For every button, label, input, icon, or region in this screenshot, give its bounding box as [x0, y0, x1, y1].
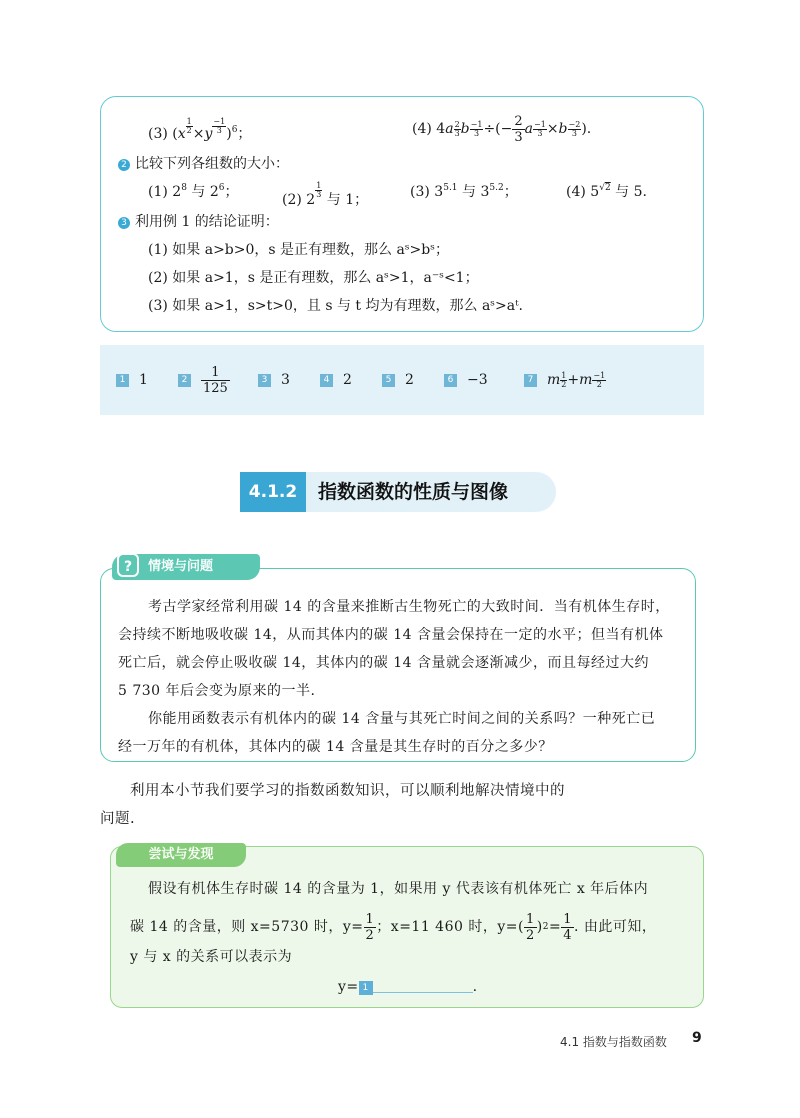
answer-badge: 7	[524, 374, 537, 387]
answer-2: 2 $\frac{1}{125}$	[178, 345, 230, 415]
answer-badge: 4	[320, 374, 333, 387]
question-2: 2 比较下列各组数的大小：	[118, 154, 289, 174]
answer-badge: 6	[444, 374, 457, 387]
q3-line-3: (3) 如果 a>1，s>t>0，且 s 与 t 均为有理数，那么 aˢ>aᵗ.	[148, 298, 523, 314]
question-icon: ?	[117, 553, 139, 577]
scenario-line: 会持续不断地吸收碳 14，从而其体内的碳 14 含量会保持在一定的水平；但当有机体	[118, 627, 664, 643]
scenario-line: 经一万年的有机体，其体内的碳 14 含量是其生存时的百分之多少？	[118, 739, 553, 755]
try-line-3: y 与 x 的关系可以表示为	[130, 949, 293, 965]
blank-badge: 1	[359, 981, 373, 995]
exercise-3: (3) (x $\frac{1}{2}$ ×y $\frac{-1}{3}$ )$^6$；	[148, 117, 252, 142]
question-number-badge: 2	[118, 159, 130, 171]
q2-item-2: (2) 2 $\frac{1}{3}$ 与 1；	[282, 181, 369, 208]
scenario-line: 你能用函数表示有机体内的碳 14 含量与其死亡时间之间的关系吗？一种死亡已	[148, 711, 656, 727]
answer-5: 5 2	[382, 345, 414, 415]
footer-section-ref: 4.1 指数与指数函数	[560, 1035, 667, 1049]
q2-item-1: (1) $2^8$ 与 $2^6$；	[148, 183, 239, 200]
section-title: 指数函数的性质与图像	[306, 472, 556, 512]
answer-4: 4 2	[320, 345, 352, 415]
q3-line-2: (2) 如果 a>1，s 是正有理数，那么 aˢ>1，a⁻ˢ<1；	[148, 270, 479, 286]
exercise-4: (4) 4 a 2 3 b $\frac{-1}{3}$ ÷ ( − $\frac{2}{3}$ a −1 3 × b −2 3 ).	[412, 113, 592, 145]
q2-item-3: (3) $3^{5.1}$ 与 $3^{5.2}$；	[410, 183, 518, 200]
answer-badge: 1	[116, 374, 129, 387]
q2-item-4: (4) $5^{√2}$ 与 5.	[566, 183, 647, 200]
try-line-1: 假设有机体生存时碳 14 的含量为 1，如果用 y 代表该有机体死亡 x 年后体内	[148, 881, 649, 897]
answer-blank[interactable]	[373, 978, 473, 993]
section-number: 4.1.2	[240, 472, 306, 512]
answer-badge: 2	[178, 374, 191, 387]
answer-strip	[100, 345, 704, 415]
question-number-badge: 3	[118, 217, 130, 229]
answer-equation: y= 1 .	[338, 979, 478, 995]
answer-badge: 5	[382, 374, 395, 387]
question-3: 3 利用例 1 的结论证明：	[118, 212, 279, 232]
answer-1: 1 1	[116, 345, 148, 415]
try-discover-tab: 尝试与发现	[116, 843, 246, 867]
scenario-line: 5 730 年后会变为原来的一半.	[118, 683, 316, 699]
try-line-2: 碳 14 的含量，则 x=5730 时，y= $\frac{1}{2}$ ；x=11 460 时，y= ( $\frac{1}{2}$ ) 2 = $\frac{1}{4}$ . 由此可知，	[130, 911, 657, 943]
scenario-tab: 情境与问题	[112, 554, 260, 580]
answer-badge: 3	[258, 374, 271, 387]
body-paragraph-line: 问题.	[100, 811, 136, 827]
q3-line-1: (1) 如果 a>b>0，s 是正有理数，那么 aˢ>bˢ；	[148, 242, 449, 258]
answer-3: 3 3	[258, 345, 290, 415]
answer-6: 6 −3	[444, 345, 488, 415]
scenario-line: 考古学家经常利用碳 14 的含量来推断古生物死亡的大致时间．当有机体生存时，	[148, 599, 670, 615]
page-number: 9	[692, 1030, 702, 1046]
answer-7: 7 m 1 2 + m −1 2	[524, 345, 606, 415]
body-paragraph-line: 利用本小节我们要学习的指数函数知识，可以顺利地解决情境中的	[130, 783, 565, 799]
scenario-line: 死亡后，就会停止吸收碳 14，其体内的碳 14 含量就会逐渐减少，而且每经过大约	[118, 655, 649, 671]
